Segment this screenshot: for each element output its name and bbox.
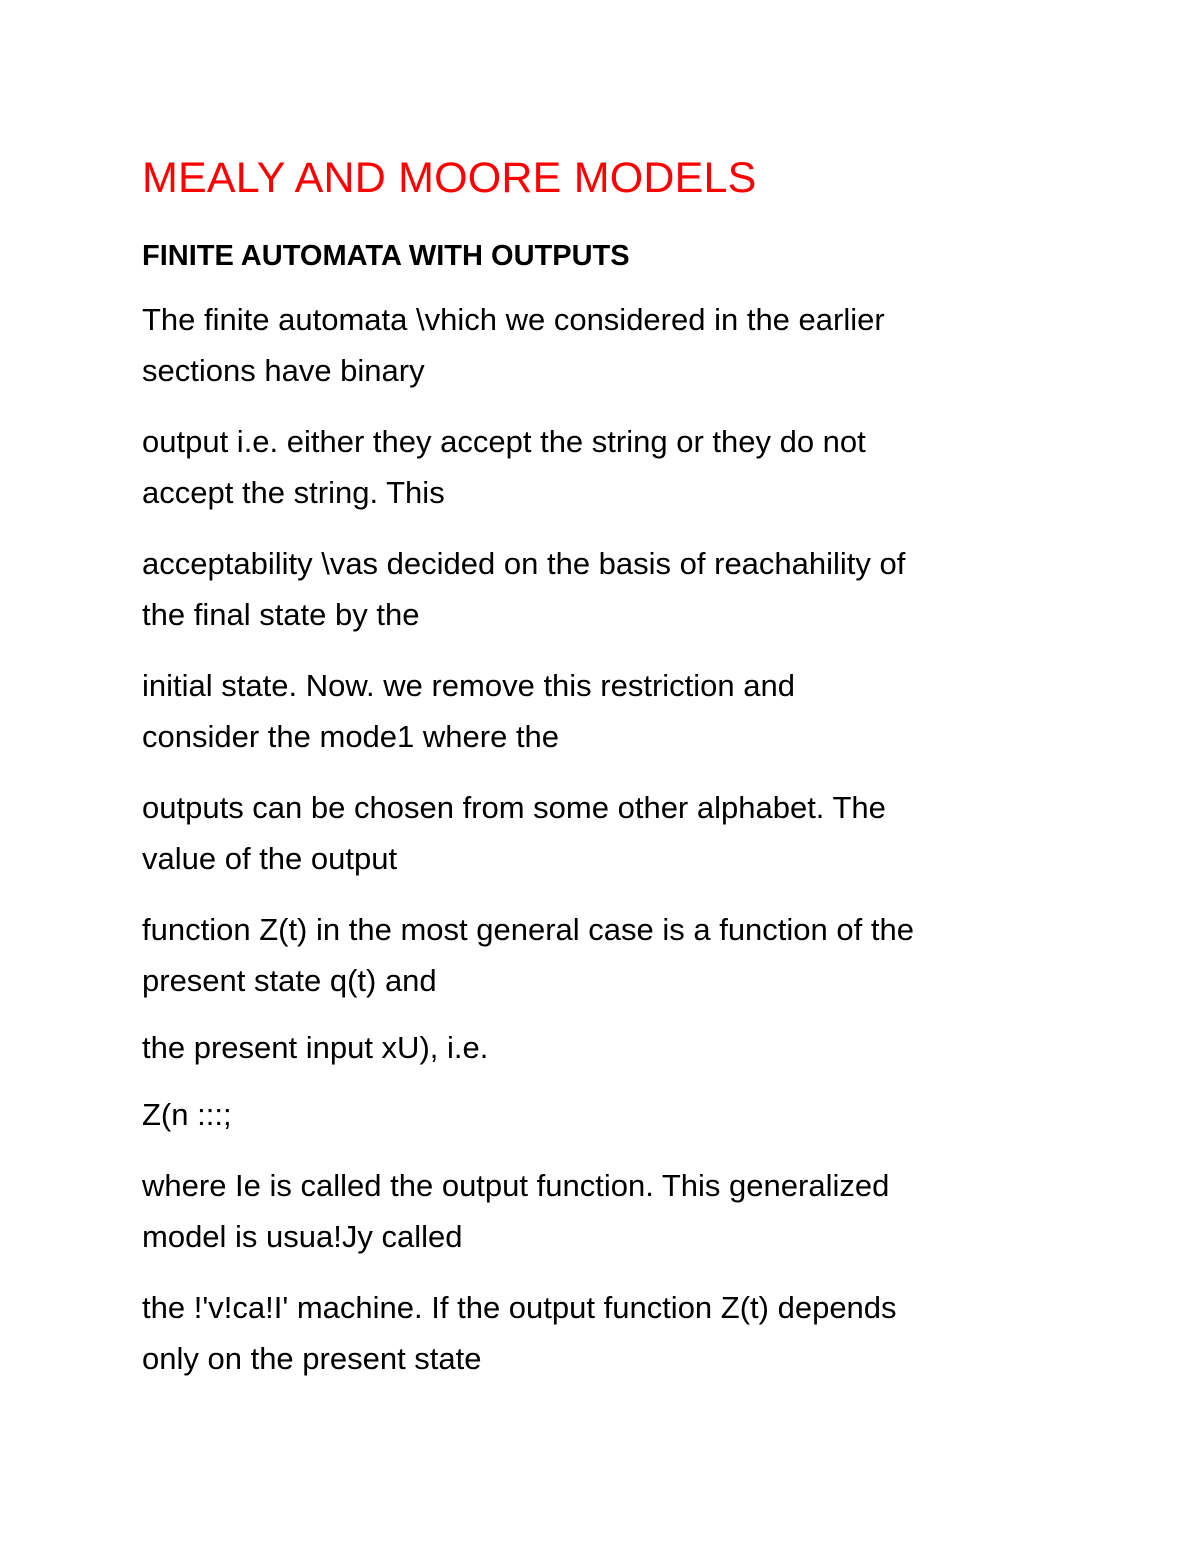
section-heading: FINITE AUTOMATA WITH OUTPUTS bbox=[142, 240, 630, 272]
document-title: MEALY AND MOORE MODELS bbox=[142, 154, 757, 202]
text-line: only on the present state bbox=[142, 1341, 482, 1376]
text-line: sections have binary bbox=[142, 353, 425, 388]
text-line: The finite automata \vhich we considered in the earlier bbox=[142, 302, 885, 337]
paragraph bbox=[142, 294, 1072, 396]
text-line: value of the output bbox=[142, 841, 398, 876]
text-line: the present input xU), i.e. bbox=[142, 1030, 489, 1065]
paragraph bbox=[142, 416, 1072, 518]
text-line: the final state by the bbox=[142, 597, 420, 632]
paragraph bbox=[142, 660, 1072, 762]
text-line: function Z(t) in the most general case is a function of the bbox=[142, 912, 914, 947]
text-line: accept the string. This bbox=[142, 475, 445, 510]
text-line: present state q(t) and bbox=[142, 963, 437, 998]
text-line: where Ie is called the output function. This generalized bbox=[142, 1168, 890, 1203]
text-line: outputs can be chosen from some other alphabet. The bbox=[142, 790, 886, 825]
text-line: initial state. Now. we remove this restriction and bbox=[142, 668, 795, 703]
text-line: consider the mode1 where the bbox=[142, 719, 560, 754]
paragraph bbox=[142, 538, 1072, 640]
text-line: the !'v!ca!I' machine. If the output function Z(t) depends bbox=[142, 1290, 897, 1325]
text-line: model is usua!Jy called bbox=[142, 1219, 463, 1254]
text-line: Z(n :::; bbox=[142, 1097, 232, 1132]
document-body bbox=[142, 150, 1072, 1384]
paragraph bbox=[142, 1282, 1072, 1384]
paragraph bbox=[142, 1022, 1072, 1073]
text-line: output i.e. either they accept the string or they do not bbox=[142, 424, 866, 459]
paragraph bbox=[142, 782, 1072, 884]
paragraph bbox=[142, 1160, 1072, 1262]
paragraph bbox=[142, 1089, 1072, 1140]
paragraph bbox=[142, 904, 1072, 1006]
text-line: acceptability \vas decided on the basis of reachahility of bbox=[142, 546, 906, 581]
